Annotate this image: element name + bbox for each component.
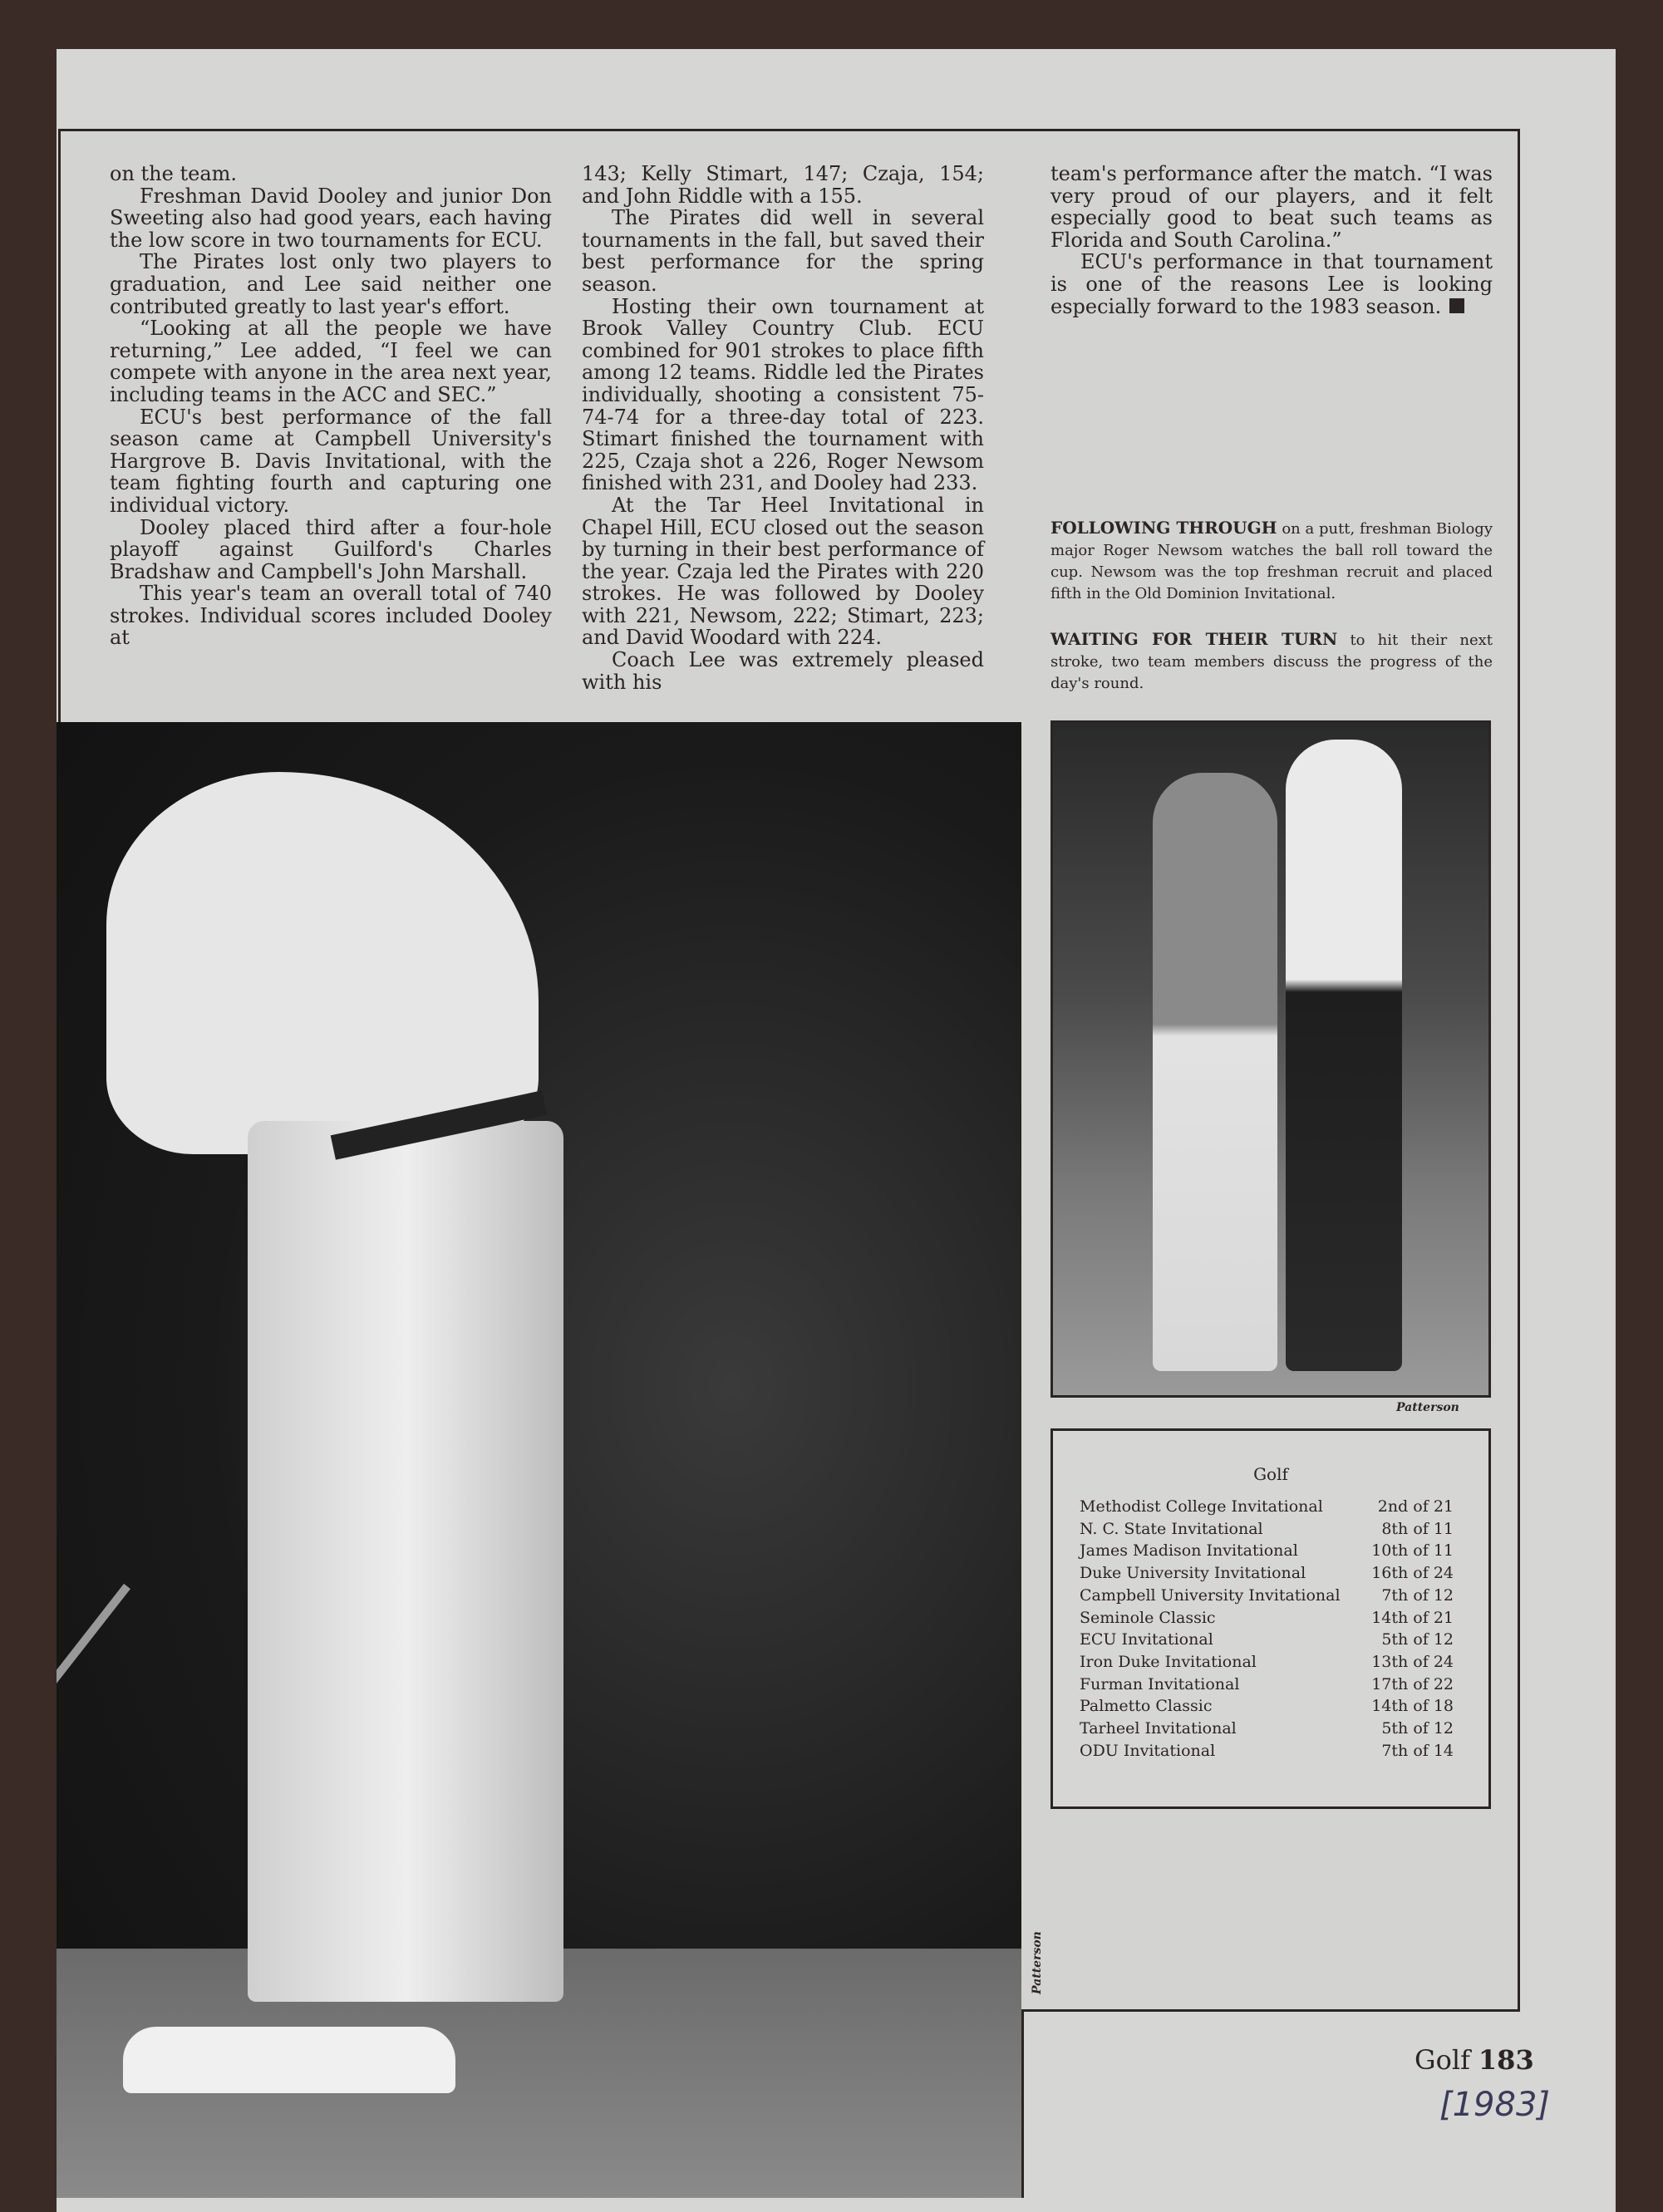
caption-waiting — [1050, 628, 1493, 695]
paragraph — [1050, 251, 1493, 317]
results-row — [1080, 1651, 1454, 1674]
event-place: 13th of 24 — [1371, 1652, 1454, 1671]
paragraph-text: ECU's performance in that tournament is one of the reasons Lee is looking especially forward to the 1983 season. — [1050, 250, 1493, 318]
page-number: 183 — [1478, 2044, 1534, 2076]
results-row — [1080, 1540, 1454, 1562]
paragraph: The Pirates did well in several tournaments in the fall, but saved their best performance for the spring season. — [582, 206, 984, 296]
divider — [1021, 2012, 1024, 2198]
photo-credit: Patterson — [1396, 1401, 1459, 1414]
event-name: Iron Duke Invitational — [1080, 1652, 1257, 1671]
results-row — [1080, 1629, 1454, 1651]
photo-credit-vertical: Patterson — [1031, 1931, 1044, 1994]
paragraph: Coach Lee was extremely pleased with his — [582, 648, 984, 694]
caption-text: on a putt, freshman Biology major Roger Newsom watches the ball roll toward the cup. Newsom was the top freshman recruit and placed fifth in the Old Dominion Invitational. — [1050, 520, 1493, 602]
event-place: 17th of 22 — [1371, 1674, 1454, 1693]
caption-lead: FOLLOWING THROUGH — [1050, 518, 1277, 538]
event-place: 2nd of 21 — [1377, 1497, 1454, 1516]
results-table — [1080, 1496, 1454, 1762]
paragraph: The Pirates lost only two players to graduation, and Lee said neither one contributed greatly to last year's effort. — [110, 250, 552, 318]
article-column-1 — [110, 163, 552, 649]
paragraph: 143; Kelly Stimart, 147; Czaja, 154; and John Riddle with a 155. — [582, 162, 984, 208]
caption-lead: WAITING FOR THEIR TURN — [1050, 629, 1338, 649]
paragraph: Hosting their own tournament at Brook Valley Country Club. ECU combined for 901 strokes to place fifth among 12 teams. Riddle led the Pirates individually, shooting a consistent 75-74-74 for a three-day total of 223. Stimart finished the tournament with 225, Czaja shot a 226, Roger Newsom finished with 231, and Dooley had 233. — [582, 294, 984, 495]
event-place: 8th of 11 — [1381, 1519, 1454, 1538]
event-place: 14th of 18 — [1371, 1697, 1454, 1716]
caption-text: to hit their next stroke, two team members discuss the progress of the day's round. — [1050, 632, 1493, 692]
results-row — [1080, 1674, 1454, 1696]
photo-golfer-putting — [57, 722, 1021, 2198]
event-place: 7th of 12 — [1381, 1585, 1454, 1605]
folio-section: Golf — [1415, 2044, 1470, 2076]
results-row — [1080, 1585, 1454, 1607]
event-place: 5th of 12 — [1381, 1630, 1454, 1649]
event-name: Furman Invitational — [1080, 1674, 1240, 1693]
paragraph: “Looking at all the people we have returning,” Lee added, “I feel we can compete with anyone in the area next year, including teams in the ACC and SEC.” — [110, 317, 552, 406]
event-name: ODU Invitational — [1080, 1741, 1216, 1760]
paragraph: ECU's best performance of the fall season came at Campbell University's Hargrove B. Davis Invitational, with the team fighting fourth and capturing one individual victory. — [110, 405, 552, 517]
results-box — [1050, 1428, 1491, 1809]
event-name: Palmetto Classic — [1080, 1697, 1213, 1716]
event-name: Campbell University Invitational — [1080, 1585, 1341, 1605]
article-column-2 — [582, 163, 984, 693]
photo-two-team-members — [1050, 720, 1491, 1398]
results-row — [1080, 1718, 1454, 1740]
event-place: 5th of 12 — [1381, 1719, 1454, 1738]
results-row — [1080, 1562, 1454, 1585]
event-name: Seminole Classic — [1080, 1608, 1216, 1627]
results-row — [1080, 1518, 1454, 1541]
results-row — [1080, 1740, 1454, 1762]
event-name: Methodist College Invitational — [1080, 1497, 1323, 1516]
event-place: 14th of 21 — [1371, 1608, 1454, 1627]
event-name: N. C. State Invitational — [1080, 1519, 1263, 1538]
paragraph: Dooley placed third after a four-hole playoff against Guilford's Charles Bradshaw and Campbell's John Marshall. — [110, 515, 552, 583]
results-row — [1080, 1607, 1454, 1630]
event-place: 7th of 14 — [1381, 1741, 1454, 1760]
event-place: 10th of 11 — [1371, 1541, 1454, 1561]
event-name: Tarheel Invitational — [1080, 1719, 1237, 1738]
event-name: Duke University Invitational — [1080, 1564, 1306, 1583]
results-row — [1080, 1496, 1454, 1518]
paragraph: team's performance after the match. “I was very proud of our players, and it felt especially good to beat such teams as Florida and South Carolina.” — [1050, 162, 1493, 252]
event-name: ECU Invitational — [1080, 1630, 1213, 1649]
paragraph: This year's team an overall total of 740 strokes. Individual scores included Dooley at — [110, 582, 552, 650]
handwritten-year: [1983] — [1439, 2086, 1551, 2124]
event-name: James Madison Invitational — [1080, 1541, 1298, 1561]
results-row — [1080, 1695, 1454, 1718]
page-folio — [1415, 2044, 1534, 2076]
event-place: 16th of 24 — [1371, 1564, 1454, 1583]
article-column-3 — [1050, 163, 1493, 317]
caption-following-through — [1050, 517, 1493, 605]
end-mark-icon — [1449, 298, 1464, 313]
paragraph: Freshman David Dooley and junior Don Sweeting also had good years, each having the low score in two tournaments for ECU. — [110, 184, 552, 252]
results-title: Golf — [1253, 1464, 1288, 1484]
paragraph: on the team. — [110, 162, 238, 185]
paragraph: At the Tar Heel Invitational in Chapel Hill, ECU closed out the season by turning in their best performance of the year. Czaja led the Pirates with 220 strokes. He was followed by Dooley with 221, Newsom, 222; Stimart, 223; and David Woodard with 224. — [582, 493, 984, 650]
